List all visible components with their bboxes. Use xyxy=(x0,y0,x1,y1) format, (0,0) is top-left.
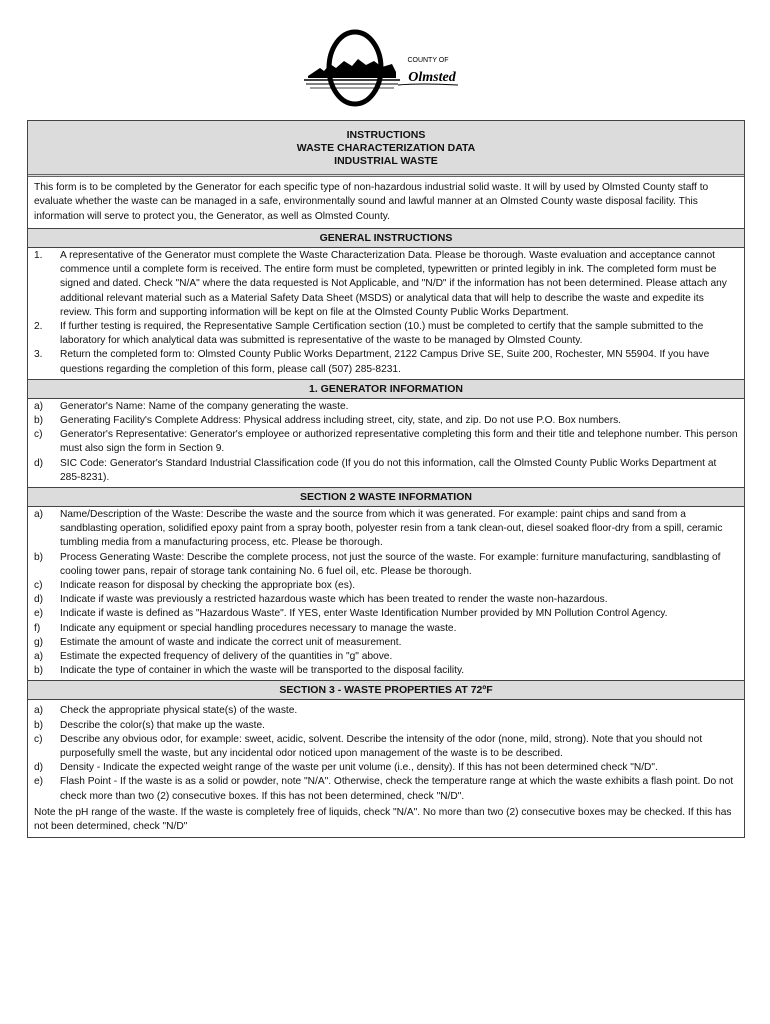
list-item: 1. A representative of the Generator must complete the Waste Characterization Data. Please be thorough. Waste evaluation and acceptance cannot commence until a complete form is received. The entire form must be completed, typewritten or printed legibly in ink. The completed form must be signed and dated. Check "N/A" where the data requested is Not Applicable, and "N/D" if the information has not been determined. Please attach any additional relevant material such as a Material Safety Data Sheet (MSDS) or analytical data that will help to describe the waste and expedite its review. This form and supporting information will be kept on file at the Olmsted County Public Works Department. xyxy=(34,249,727,318)
list-item: a) Name/Description of the Waste: Describe the waste and the source from which it was generated. For example: paint chips and sand from a sandblasting operation, solidified epoxy paint from a spray booth, polyester resin from a tank clean-out, diesel soaked floor-dry from a spill, ceramic tumbling media from a manufacturing process, etc. Please be thorough. xyxy=(34,508,723,549)
list-item: c) Describe any obvious odor, for example: sweet, acidic, solvent. Describe the intensity of the odor (none, mild, strong). Note that you should not purposefully smell the waste, but any incidental odor noticed upon management of the waste is to be described. xyxy=(34,733,703,759)
section3-heading: SECTION 3 - WASTE PROPERTIES AT 72ºF xyxy=(28,680,744,700)
list-item: a) Generator's Name: Name of the company generating the waste. xyxy=(34,400,349,412)
list-item: c) Indicate reason for disposal by checking the appropriate box (es). xyxy=(34,579,356,591)
section2-heading: SECTION 2 WASTE INFORMATION xyxy=(28,487,744,507)
list-item: b) Process Generating Waste: Describe the complete process, not just the source of the waste. For example: furniture manufacturing, sandblasting of cooling tower pans, repair of storage tank containing No. 6 fuel oil, etc. Please be thorough. xyxy=(34,551,721,577)
olmsted-logo-icon xyxy=(300,28,470,110)
header-line-instructions: INSTRUCTIONS xyxy=(346,129,426,141)
list-item: d) Density - Indicate the expected weight range of the waste per unit volume (i.e., density). If this has not been determined check "N/D". xyxy=(34,762,658,774)
list-item: a) Check the appropriate physical state(s) of the waste. xyxy=(34,705,298,717)
form-header xyxy=(28,121,744,177)
list-item: a) Estimate the expected frequency of delivery of the quantities in "g" above. xyxy=(34,650,393,662)
header-line-industrial-waste: INDUSTRIAL WASTE xyxy=(334,155,438,167)
list-item: 2. If further testing is required, the Representative Sample Certification section (10.) must be completed to certify that the sample submitted to the laboratory for which analytical data was submitted is representative of the waste to be managed by Olmsted County. xyxy=(34,320,704,347)
section2-list xyxy=(28,507,744,680)
list-item: f) Indicate any equipment or special handling procedures necessary to manage the waste. xyxy=(34,622,457,634)
list-item: b) Indicate the type of container in which the waste will be transported to the disposal facility. xyxy=(34,665,465,677)
list-item: e) Indicate if waste is defined as "Hazardous Waste". If YES, enter Waste Identification Number provided by MN Pollution Control Agency. xyxy=(34,608,668,620)
list-item: 3. Return the completed form to: Olmsted County Public Works Department, 2122 Campus Drive SE, Suite 200, Rochester, MN 55904. If you have questions regarding the completion of this form, please call (507) 285-8231. xyxy=(34,349,710,375)
general-instructions-list xyxy=(28,248,744,379)
svg-text:COUNTY OF: COUNTY OF xyxy=(407,57,449,64)
section3-list xyxy=(28,700,744,805)
header-line-waste-characterization: WASTE CHARACTERIZATION DATA xyxy=(296,142,476,154)
county-logo xyxy=(300,28,470,110)
list-item: b) Describe the color(s) that make up the waste. xyxy=(34,719,265,731)
list-item: e) Flash Point - If the waste is as a solid or powder, note "N/A". Otherwise, check the temperature range at which the waste exhibits a flash point. Do not check more than two (2) consecutive boxes. If this has not been determined, check "N/D". xyxy=(34,776,734,802)
ph-note: Note the pH range of the waste. If the waste is completely free of liquids, check "N/A". No more than two (2) consecutive boxes may be checked. If this has not been determined, check "N/D" xyxy=(34,806,732,832)
section1-heading: 1. GENERATOR INFORMATION xyxy=(28,379,744,399)
svg-text:Olmsted: Olmsted xyxy=(408,70,456,85)
list-item: d) SIC Code: Generator's Standard Industrial Classification code (If you do not this information, call the Olmsted County Public Works Department at 285-8231). xyxy=(34,457,717,483)
intro-paragraph: This form is to be completed by the Generator for each specific type of non-hazardous industrial solid waste. It will by used by Olmsted County staff to evaluate whether the waste can be managed in a safe, environmentally sound and lawful manner at an Olmsted County waste disposal facility. This information will serve to protect you, the Generator, as well as Olmsted County. xyxy=(34,182,709,222)
section1-list xyxy=(28,399,744,487)
list-item: b) Generating Facility's Complete Address: Physical address including street, city, state, and zip. Do not use P.O. Box numbers. xyxy=(34,414,622,426)
general-instructions-heading: GENERAL INSTRUCTIONS xyxy=(28,228,744,248)
list-item: c) Generator's Representative: Generator's employee or authorized representative completing this form and their title and telephone number. This person must also sign the form in Section 9. xyxy=(34,429,738,455)
instructions-form xyxy=(27,120,745,838)
list-item: g) Estimate the amount of waste and indicate the correct unit of measurement. xyxy=(34,636,402,648)
list-item: d) Indicate if waste was previously a restricted hazardous waste which has been treated to render the waste non-hazardous. xyxy=(34,594,608,606)
